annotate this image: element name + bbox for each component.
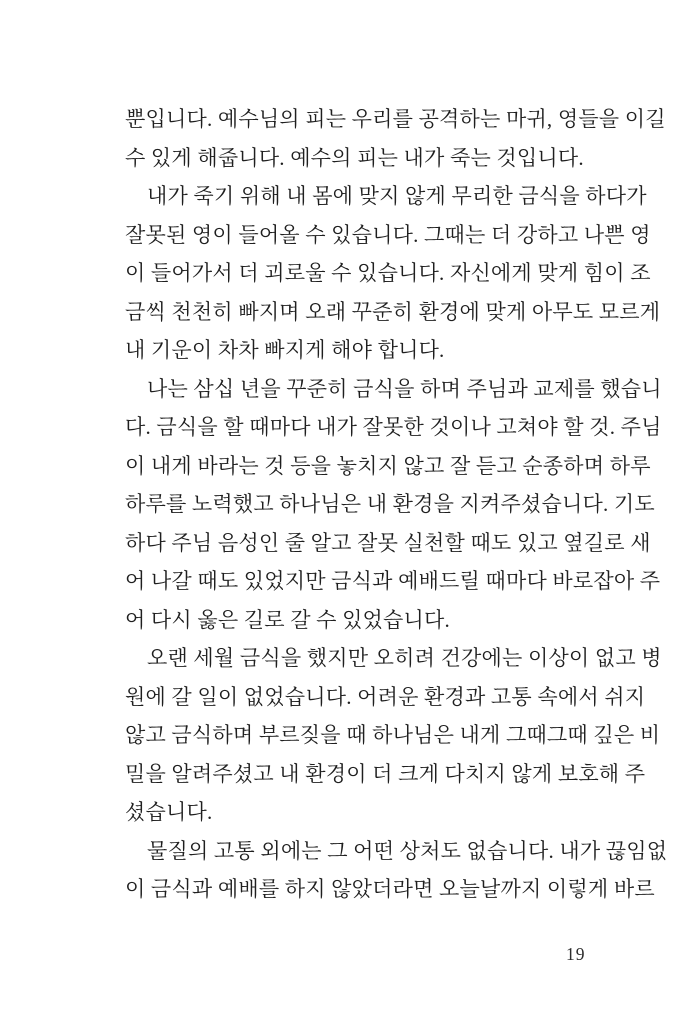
text-line: 내가 죽기 위해 내 몸에 맞지 않게 무리한 금식을 하다가 <box>147 184 647 208</box>
text-line: 내 기운이 차차 빠지게 해야 합니다. <box>125 338 445 362</box>
text-line: 수 있게 해줍니다. 예수의 피는 내가 죽는 것입니다. <box>125 145 584 170</box>
text-line: 뿐입니다. 예수님의 피는 우리를 공격하는 마귀, 영들을 이길 <box>125 107 666 131</box>
text-line: 이 내게 바라는 것 등을 놓치지 않고 잘 듣고 순종하며 하루 <box>125 453 651 478</box>
text-line: 어 나갈 때도 있었지만 금식과 예배드릴 때마다 바로잡아 주 <box>125 569 661 593</box>
text-line: 잘못된 영이 들어올 수 있습니다. 그때는 더 강하고 나쁜 영 <box>125 222 651 247</box>
text-line: 밀을 알려주셨고 내 환경이 더 크게 다치지 않게 보호해 주 <box>125 761 646 786</box>
body-text <box>125 100 668 909</box>
text-line: 오랜 세월 금식을 했지만 오히려 건강에는 이상이 없고 병 <box>147 646 662 670</box>
text-line: 물질의 고통 외에는 그 어떤 상처도 없습니다. 내가 끊임없 <box>147 838 668 863</box>
text-line: 하다 주님 음성인 줄 알고 잘못 실천할 때도 있고 옆길로 새 <box>125 530 651 555</box>
text-line: 어 다시 옳은 길로 갈 수 있었습니다. <box>125 607 450 632</box>
text-line: 이 금식과 예배를 하지 않았더라면 오늘날까지 이렇게 바르 <box>125 877 655 901</box>
text-line: 하루를 노력했고 하나님은 내 환경을 지켜주셨습니다. 기도 <box>125 492 655 516</box>
text-line: 않고 금식하며 부르짖을 때 하나님은 내게 그때그때 깊은 비 <box>125 723 661 747</box>
text-line: 이 들어가서 더 괴로울 수 있습니다. 자신에게 맞게 힘이 조 <box>125 261 651 285</box>
text-line: 나는 삼십 년을 꾸준히 금식을 하며 주님과 교제를 했습니 <box>147 376 662 401</box>
text-line: 다. 금식을 할 때마다 내가 잘못한 것이나 고쳐야 할 것. 주님 <box>125 415 662 439</box>
text-line: 금씩 천천히 빠지며 오래 꾸준히 환경에 맞게 아무도 모르게 <box>125 299 661 324</box>
text-line: 셨습니다. <box>125 800 213 824</box>
page-number: 19 <box>566 944 586 964</box>
text-line: 원에 갈 일이 없었습니다. 어려운 환경과 고통 속에서 쉬지 <box>125 684 646 709</box>
